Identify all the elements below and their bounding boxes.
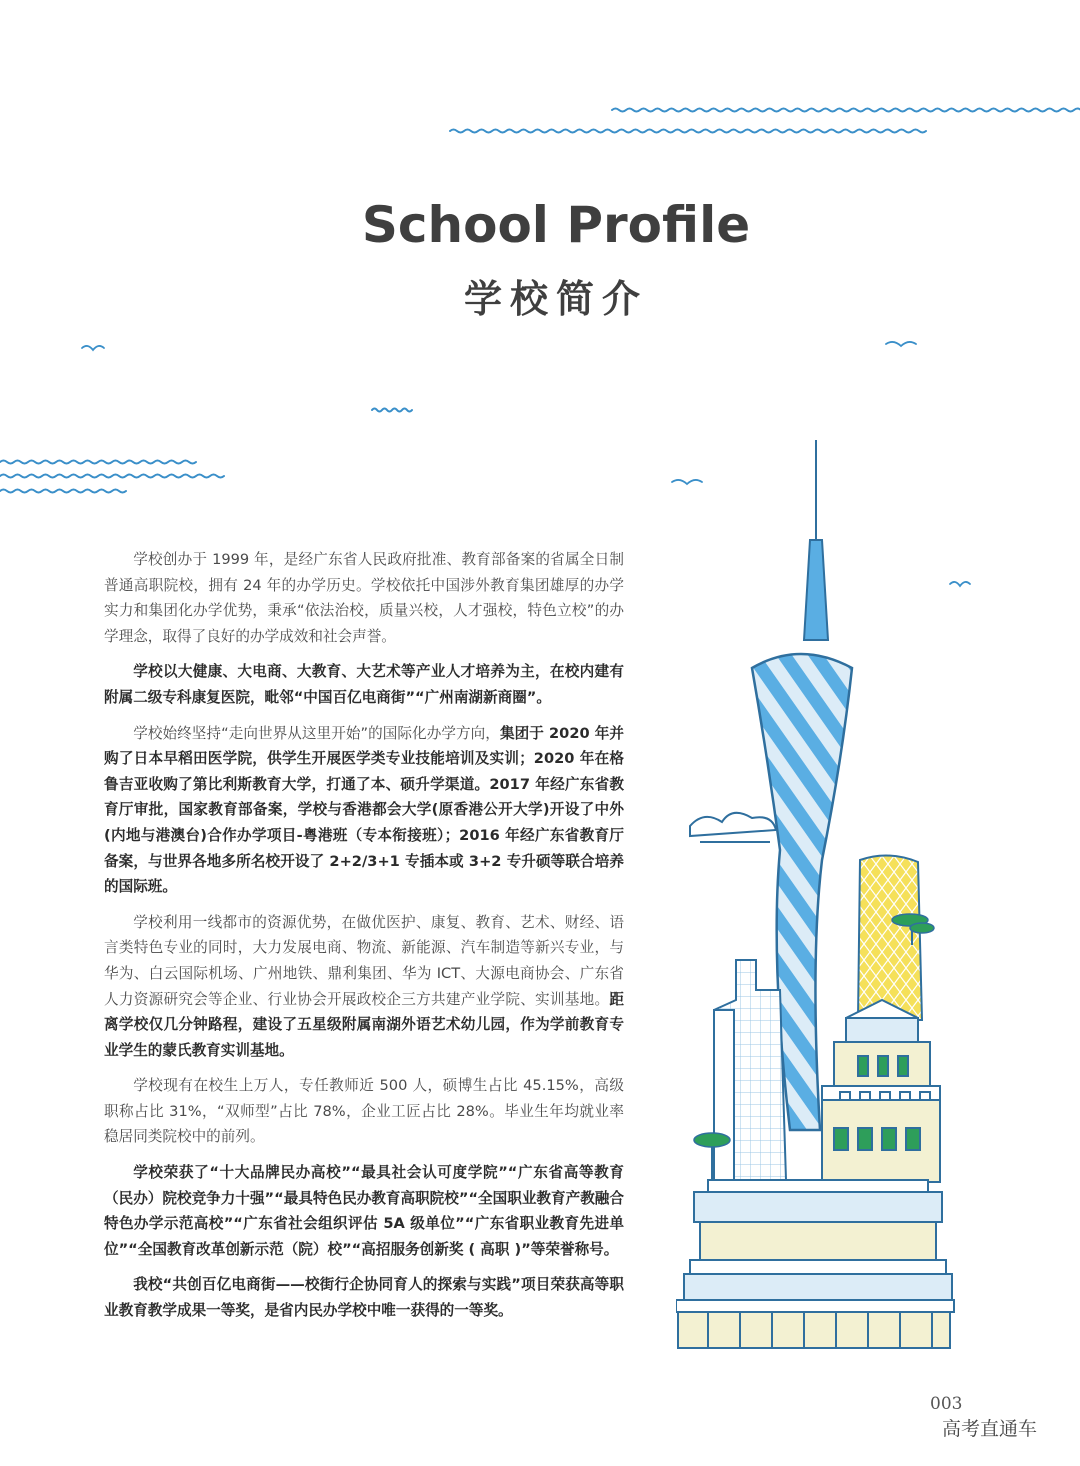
paragraph-international-lead: 学校始终坚持“走向世界从这里开始”的国际化办学方向， [133,724,500,742]
bird-icon [82,346,104,350]
watermark: 高考直通车 [942,1418,1038,1440]
wave-line-top-1 [612,109,1080,112]
wave-line-left-3 [0,490,126,493]
canton-tower-illustration [676,436,956,1356]
paragraph-history: 学校创办于 1999 年，是经广东省人民政府批准、教育部备案的省属全日制普通高职院校，拥有 24 年的办学历史。学校依托中国涉外教育集团雄厚的办学实力和集团化办学优势，秉承“依法治校，质量兴校，人才强校，特色立校”的办学理念，取得了良好的办学成效和社会声誉。 [104,551,624,645]
page-title-english: School Profile [361,196,751,254]
paragraph-industry: 学校以大健康、大电商、大教育、大艺术等产业人才培养为主，在校内建有附属二级专科康复医院，毗邻“中国百亿电商街”“广州南湖新商圈”。 [104,663,624,706]
left-tower-small [714,1010,734,1180]
paragraph-statistics: 学校现有在校生上万人，专任教师近 500 人，硕博生占比 45.15%，高级职称占比 31%，“双师型”占比 78%，企业工匠占比 28%。毕业生年均就业率稳居同类院校中的前列。 [104,1077,624,1146]
wave-line-left-1 [0,461,196,464]
paragraph-international [104,721,624,900]
wave-small-center [372,409,412,412]
paragraph-resources [104,910,624,1064]
paragraph-resources-kindergarten: 距离学校仅几分钟路程，建设了五星级附属南湖外语艺术幼儿园，作为学前教育专业学生的蒙氏教育实训基地。 [104,990,624,1059]
cloud [690,813,776,836]
classic-building [822,1000,940,1182]
paragraph-international-detail: 集团于 2020 年并购了日本早稻田医学院，供学生开展医学类专业技能培训及实训；2020 年在格鲁吉亚收购了第比利斯教育大学，打通了本、硕升学渠道。2017 年经广东省教育厅审批，国家教育部备案，学校与香港都会大学(原香港公开大学)开设了中外(内地与港澳台)合作办学项目-粤港班（专本衔接班）；2016 年经广东省教育厅备案，与世界各地多所名校开设了 2+2/3+1 专插本或 3+2 专升硕等联合培养的国际班。 [104,724,625,896]
paragraph-resources-lead: 学校利用一线都市的资源优势，在做优医护、康复、教育、艺术、财经、语言类特色专业的同时，大力发展电商、物流、新能源、汽车制造等新兴专业，与华为、白云国际机场、广州地铁、鼎利集团、华为 ICT、大源电商协会、广东省人力资源研究会等企业、行业协会开展政校企三方共建产业学院、实训基地。 [104,913,624,1008]
paragraph-honors: 学校荣获了“十大品牌民办高校”“最具社会认可度学院”“广东省高等教育（民办）院校竞争力十强”“最具特色民办教育高职院校”“全国职业教育产教融合特色办学示范高校”“广东省社会组织评估 5A 级单位”“广东省职业教育先进单位”“全国教育改革创新示范（院）校”“高招服务创新奖 ( 高职 )”等荣誉称号。 [104,1164,624,1258]
bird-icon [886,342,916,346]
wave-line-top-2 [450,130,926,133]
page-title-chinese: 学校简介 [463,276,648,321]
podium [676,1180,954,1348]
wave-line-left-2 [0,475,224,478]
paragraph-award: 我校“共创百亿电商街——校街行企协同育人的探索与实践”项目荣获高等职业教育教学成果一等奖，是省内民办学校中唯一获得的一等奖。 [104,1276,624,1320]
profile-text [104,547,624,1334]
tower-spire [804,540,828,640]
page-number: 003 [930,1394,963,1414]
